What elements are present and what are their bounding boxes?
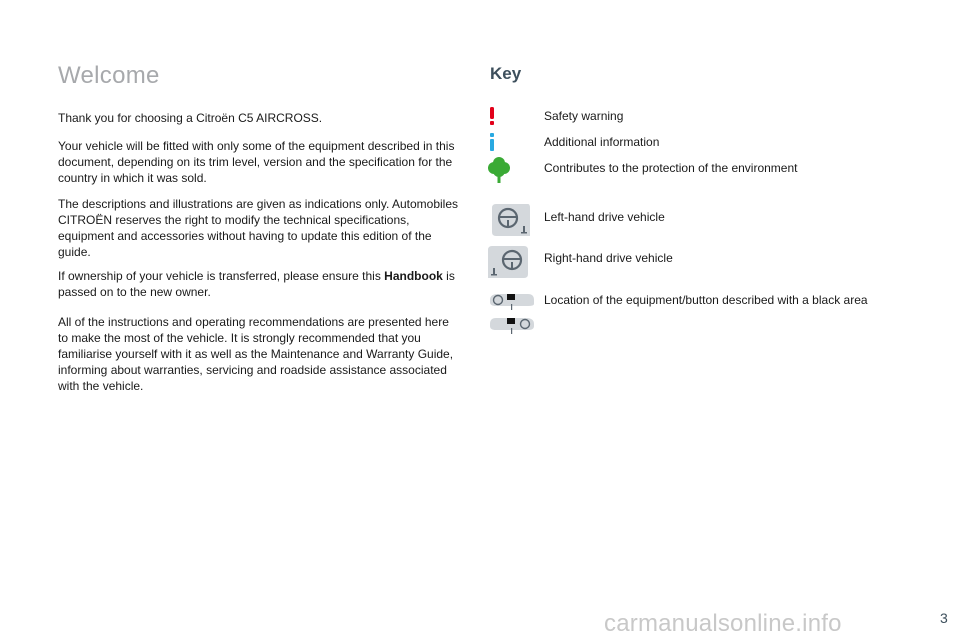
key-item-label: Additional information: [544, 135, 660, 149]
welcome-paragraph-5: All of the instructions and operating recommendations are presented here to make the most of the vehicle. It is strongly recommended that you familiarise yourself with it as well as the Maintenance and Warranty Guide, informing about warranties, servicing and roadside assistance associated with the vehicle.: [58, 315, 454, 393]
left-hand-drive-icon: [490, 204, 530, 241]
welcome-paragraph-2: Your vehicle will be fitted with only some of the equipment described in this document, depending on its trim level, version and the specification for the country in which it was sold.: [58, 139, 455, 185]
key-item-label: Contributes to the protection of the environment: [544, 161, 798, 175]
info-icon: [486, 132, 498, 157]
exclamation-icon: [486, 106, 498, 131]
watermark: carmanualsonline.info: [604, 610, 842, 637]
key-item-label: Right-hand drive vehicle: [544, 251, 673, 265]
key-item-label: Safety warning: [544, 109, 624, 123]
tree-icon: [486, 156, 512, 189]
key-title: Key: [490, 64, 522, 83]
handbook-emphasis: Handbook: [384, 269, 443, 283]
key-item-label: Left-hand drive vehicle: [544, 210, 665, 224]
page-title: Welcome: [58, 62, 160, 89]
right-hand-drive-icon: [488, 246, 530, 283]
welcome-paragraph-3: The descriptions and illustrations are given as indications only. Automobiles CITROËN reserves the right to modify the technical specifications, equipment and accessories without having to update this edition of the guide.: [58, 197, 458, 259]
welcome-paragraph-4-end: is passed on to the new owner.: [58, 269, 455, 299]
welcome-paragraph-1: Thank you for choosing a Citroën C5 AIRCROSS.: [58, 111, 323, 125]
page-number: 3: [940, 610, 948, 626]
equipment-location-icon: [488, 290, 536, 343]
welcome-paragraph-4-start: If ownership of your vehicle is transferred, please ensure this: [58, 269, 385, 283]
key-item-label: Location of the equipment/button described with a black area: [544, 293, 868, 307]
welcome-paragraph-4: [58, 268, 458, 300]
